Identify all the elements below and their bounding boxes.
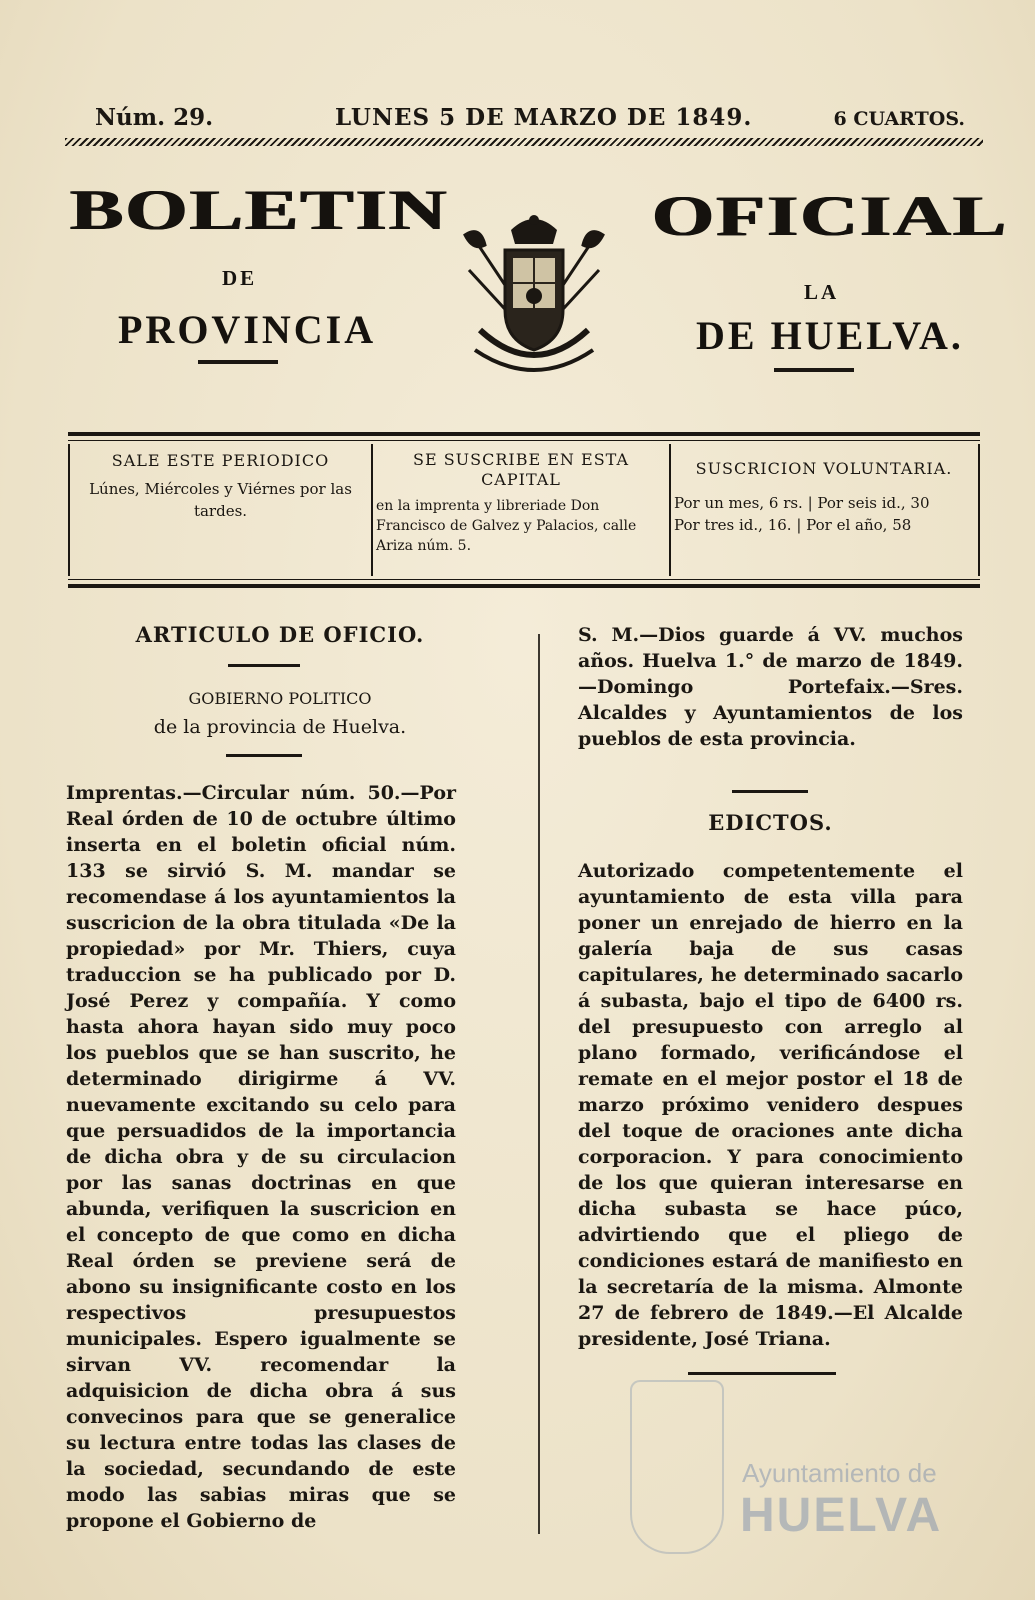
- article-heading: ARTICULO DE OFICIO.: [135, 622, 425, 647]
- closing-rule: [688, 1372, 836, 1375]
- info-col-voluntary: [674, 450, 974, 536]
- info-col1-title: SALE ESTE PERIODICO: [111, 451, 330, 470]
- masthead-de-huelva: DE HUELVA.: [696, 313, 964, 358]
- masthead-de: DE: [222, 266, 258, 290]
- masthead-boletin: BOLETIN: [70, 178, 449, 243]
- masthead-rule-right: [774, 368, 854, 372]
- masthead-rule-left: [198, 360, 278, 364]
- circular-continuation: S. M.—Dios guarde á VV. muchos años. Huelva 1.° de marzo de 1849. —Domingo Portefaix.—Sres. Alcaldes y Ayuntamientos de los pueblos de esta provincia.: [578, 624, 963, 750]
- issue-date: LUNES 5 DE MARZO DE 1849.: [335, 104, 753, 131]
- info-col2-title: SE SUSCRIBE EN ESTA CAPITAL: [412, 450, 630, 489]
- watermark-line1: Ayuntamiento de: [742, 1458, 937, 1488]
- info-col3-line1: Por un mes, 6 rs. | Por seis id., 30: [674, 494, 930, 512]
- masthead-la: LA: [804, 280, 840, 304]
- gobierno-politico-title: GOBIERNO POLITICO: [188, 689, 372, 708]
- heading-rule: [228, 664, 300, 667]
- edicto-body: Autorizado competentemente el ayuntamiento de esta villa para poner un enrejado de hierro en la galería baja de sus casas capitulares, he determinado sacarlo á subasta, bajo el tipo de 6400 rs. del presupuesto con arreglo al plano formado, verificándose el remate en el mejor postor el 18 de marzo próximo venidero despues del toque de oraciones ante dicha corporacion. Y para conocimiento de los que quieran interesarse en dicha subasta se hace púco, advirtiendo que el pliego de condiciones estará de manifiesto en la secretaría de la misma. Almonte 27 de febrero de 1849.—El Alcalde presidente, José Triana.: [578, 860, 963, 1350]
- info-col-publication: [78, 450, 363, 522]
- edictos-heading: EDICTOS.: [708, 810, 833, 835]
- info-col-subscription: [376, 450, 666, 556]
- column-separator: [538, 634, 540, 1534]
- watermark-shield-icon: [630, 1380, 724, 1554]
- issue-number: Núm. 29.: [95, 104, 214, 131]
- circular-body: Imprentas.—Circular núm. 50.—Por Real órden de 10 de octubre último inserta en el boletin oficial núm. 133 se sirvió S. M. mandar se recomendase á los ayuntamientos la suscricion de la obra titulada «De la propiedad» por Mr. Thiers, cuya traduccion se ha publicado por D. José Perez y compañía. Y como hasta ahora hayan sido muy poco los pueblos que se han suscrito, he determinado dirigirme á VV. nuevamente excitando su celo para que persuadidos de la importancia de dicha obra y de su circulacion por las sanas doctrinas en que abunda, verifiquen la suscricion en el concepto de que como en dicha Real órden se previene será de abono su insignificante costo en los respectivos presupuestos municipales. Espero igualmente se sirvan VV. recomendar la adquisicion de dicha obra á sus convecinos para que se generalice su lectura entre todas las clases de la sociedad, secundando de este modo las sabias miras que se propone el Gobierno de: [66, 782, 456, 1532]
- coat-of-arms-icon: [455, 210, 613, 378]
- subscription-info-box: [68, 432, 980, 588]
- info-col3-title: SUSCRICION VOLUNTARIA.: [695, 459, 953, 478]
- info-col1-text: Lúnes, Miércoles y Viérnes por las tardes.: [89, 480, 352, 520]
- header-ornament-rule: [65, 138, 983, 146]
- masthead-provincia: PROVINCIA: [118, 307, 377, 352]
- provincia-subtitle: de la provincia de Huelva.: [153, 716, 407, 738]
- watermark-line2: HUELVA: [740, 1489, 943, 1542]
- issue-header: [95, 104, 965, 134]
- subtitle-rule: [226, 754, 302, 757]
- issue-price: 6 CUARTOS.: [833, 108, 965, 130]
- info-col3-line2: Por tres id., 16. | Por el año, 58: [674, 516, 912, 534]
- masthead-oficial: OFICIAL: [652, 184, 1009, 249]
- continuation-rule: [732, 790, 808, 793]
- info-col2-text: en la imprenta y libreriade Don Francisco de Galvez y Palacios, calle Ariza núm. 5.: [376, 498, 637, 554]
